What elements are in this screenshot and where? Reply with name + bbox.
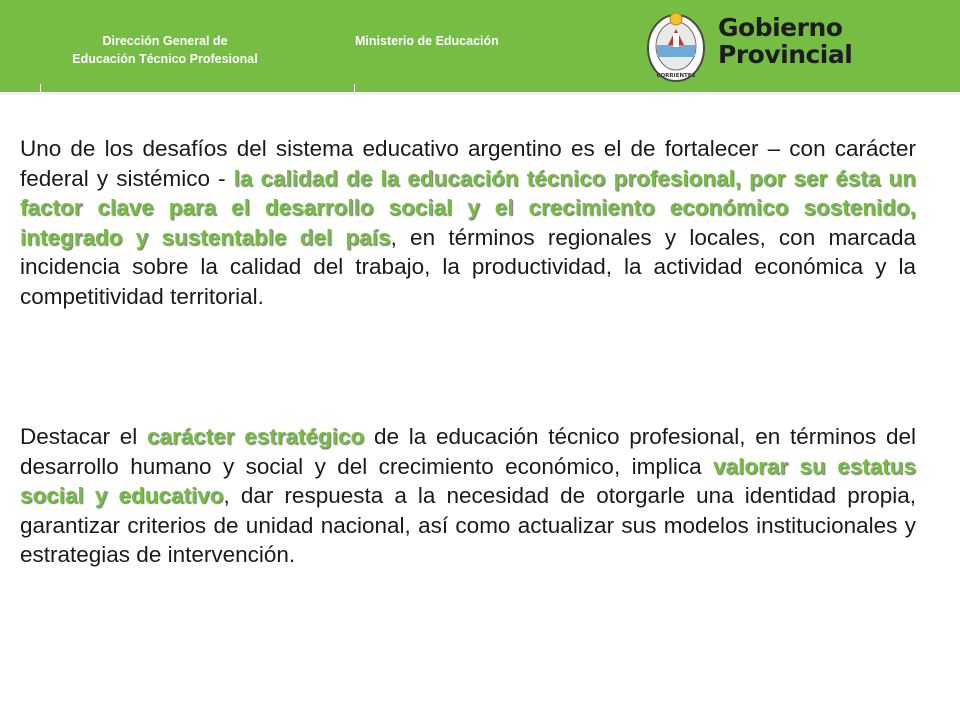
paragraph-1-tail: , en términos regionales y locales, con marcada incidencia sobre la calidad del trabajo, la productividad, la actividad económica y la competitividad territorial. — [20, 224, 916, 309]
header-divider — [0, 92, 960, 95]
ministry-name: Ministerio de Educación — [355, 34, 499, 48]
department-line-1: Dirección General de — [102, 34, 228, 48]
paragraph-1-highlight: la calidad de la educación técnico profesional, por ser ésta un factor clave para el desarrollo social y el crecimiento económico sostenido, integrado y sustentable del país — [20, 165, 917, 250]
shield-caption: CORRIENTES — [656, 73, 696, 79]
brand-line-2: Provincial — [718, 40, 853, 69]
department-line-2: Educación Técnico Profesional — [72, 52, 258, 66]
brand-line-1: Gobierno — [718, 13, 843, 42]
brand-logo — [718, 14, 852, 68]
department-name — [24, 32, 306, 68]
paragraph-2-mid: de la educación técnico profesional, en términos del desarrollo humano y social y del crecimiento económico, implica — [20, 424, 916, 479]
paragraph-2-lead: Destacar el — [20, 424, 147, 449]
header-bar — [0, 0, 960, 93]
paragraph-1 — [20, 134, 916, 311]
coat-of-arms-icon — [646, 9, 706, 83]
paragraph-2-tail: , dar respuesta a la necesidad de otorgarle una identidad propia, garantizar criterios de unidad nacional, así como actualizar sus modelos institucionales y estrategias de intervención. — [20, 483, 916, 567]
paragraph-2-highlight-1: carácter estratégico — [146, 424, 365, 449]
paragraph-2-highlight-2: valorar su estatus social y educativo — [20, 453, 916, 508]
paragraph-2 — [20, 422, 916, 570]
paragraph-1-lead: Uno de los desafíos del sistema educativo argentino es el de fortalecer – con carácter federal y sistémico - — [20, 136, 916, 191]
